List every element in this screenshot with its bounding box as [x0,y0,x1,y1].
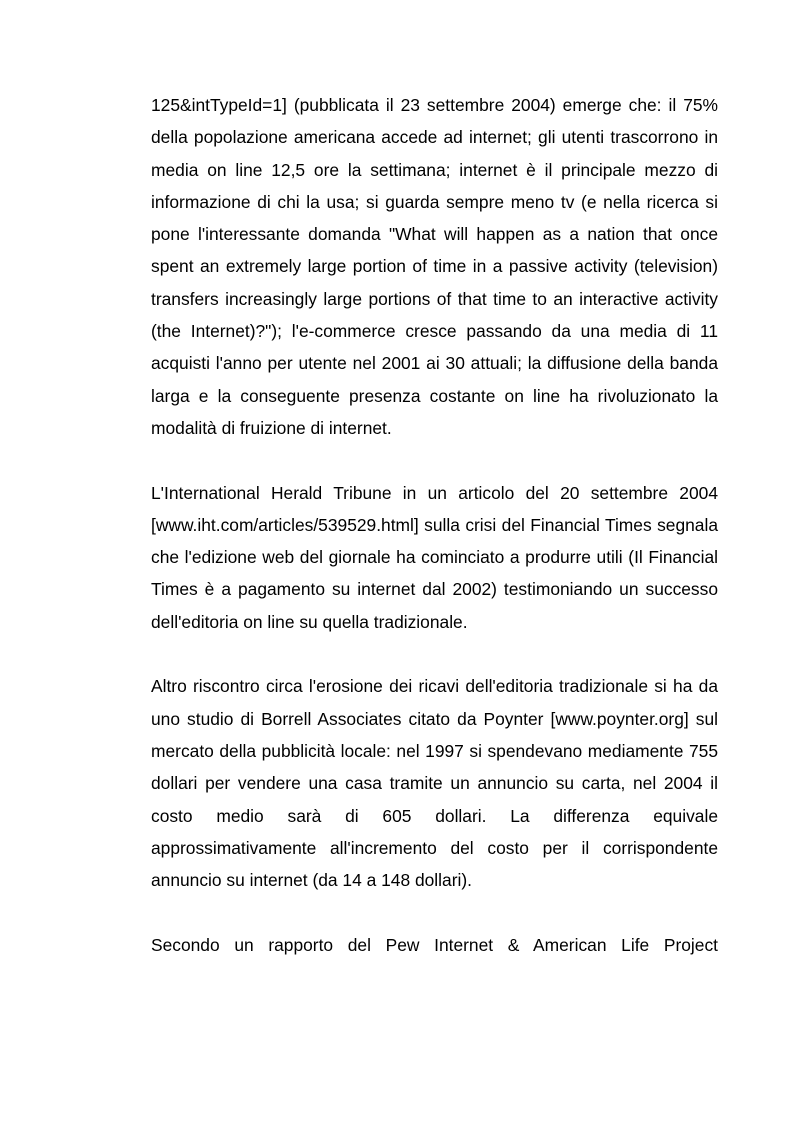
paragraph-borrell-associates: Altro riscontro circa l'erosione dei ricavi dell'editoria tradizionale si ha da uno studio di Borrell Associates citato da Poynter [www.poynter.org] sul mercato della pubblicità locale: nel 1997 si spendevano mediamente 755 dollari per vendere una casa tramite un annuncio su carta, nel 2004 il costo medio sarà di 605 dollari. La differenza equivale approssimativamente all'incremento del costo per il corrispondente annuncio su internet (da 14 a 148 dollari). [151,676,718,891]
paragraph-pew-report: Secondo un rapporto del Pew Internet & American Life Project [151,934,718,955]
paragraph-herald-tribune: L'International Herald Tribune in un articolo del 20 settembre 2004 [www.iht.com/articles/539529.html] sulla crisi del Financial Times segnala che l'edizione web del giornale ha cominciato a produrre utili (Il Financial Times è a pagamento su internet dal 2002) testimoniando un successo dell'editoria on line su quella tradizionale. [151,482,718,632]
body-text [151,89,718,993]
paragraph-internet-usage: 125&intTypeId=1] (pubblicata il 23 settembre 2004) emerge che: il 75% della popolazione americana accede ad internet; gli utenti trascorrono in media on line 12,5 ore la settimana; internet è il principale mezzo di informazione di chi la usa; si guarda sempre meno tv (e nella ricerca si pone l'interessante domanda "What will happen as a nation that once spent an extremely large portion of time in a passive activity (television) transfers increasingly large portions of that time to an interactive activity (the Internet)?"); l'e-commerce cresce passando da una media di 11 acquisti l'anno per utente nel 2001 ai 30 attuali; la diffusione della banda larga e la conseguente presenza costante on line ha rivoluzionato la modalità di fruizione di internet. [151,95,718,438]
